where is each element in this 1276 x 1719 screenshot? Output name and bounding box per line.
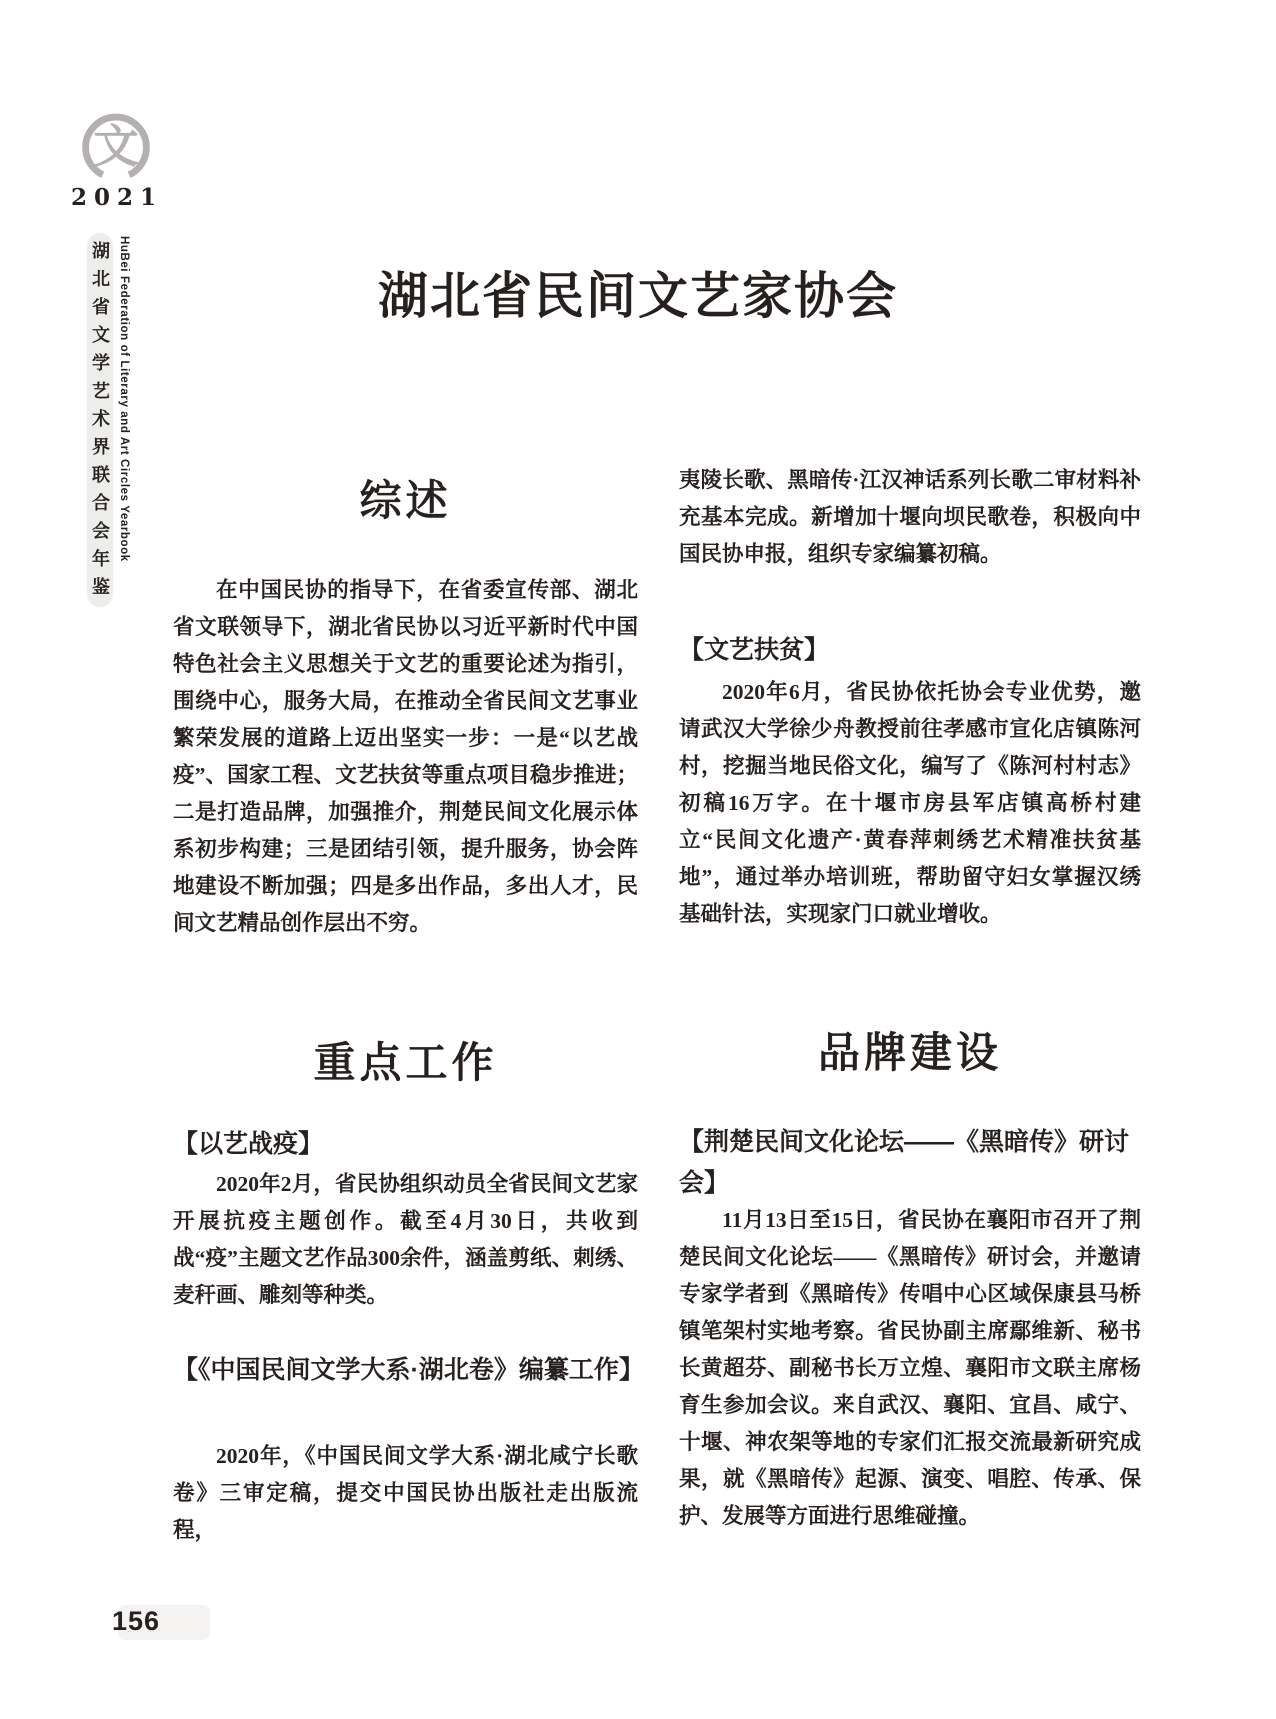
section-heading-brand-building: 品牌建设	[817, 1029, 1002, 1076]
subsection-heading-art-against-epidemic: 【以艺战疫】	[173, 1130, 324, 1158]
overview-paragraph: 在中国民协的指导下，在省委宣传部、湖北省文联领导下，湖北省民协以习近平新时代中国特色社会主义思想关于文艺的重要论述为指引，围绕中心，服务大局，在推动全省民间文艺事业繁荣发展的道路上迈出坚实一步：一是“以艺战疫”、国家工程、文艺扶贫等重点项目稳步推进；二是打造品牌，加强推介，荆楚民间文化展示体系初步构建；三是团结引领，提升服务，协会阵地建设不断加强；四是多出作品，多出人才，民间文艺精品创作层出不穷。	[173, 578, 638, 935]
section-heading-key-work: 重点工作	[313, 1039, 498, 1086]
folk-literature-compilation-paragraph: 2020年，《中国民间文学大系·湖北咸宁长歌卷》三审定稿，提交中国民协出版社走出版流程，	[173, 1444, 638, 1542]
jingchu-folk-culture-forum-paragraph: 11月13日至15日，省民协在襄阳市召开了荆楚民间文化论坛——《黑暗传》研讨会，并邀请专家学者到《黑暗传》传唱中心区域保康县马桥镇笔架村实地考察。省民协副主席鄢维新、秘书长黄超芬、副秘书长万立煌、襄阳市文联主席杨育生参加会议。来自武汉、襄阳、宜昌、咸宁、十堰、神农架等地的专家们汇报交流最新研究成果，就《黑暗传》起源、演变、唱腔、传承、保护、发展等方面进行思维碰撞。	[679, 1208, 1141, 1528]
subsection-heading-folk-literature-compilation: 【《中国民间文学大系·湖北卷》编纂工作】	[173, 1356, 644, 1384]
art-against-epidemic-paragraph: 2020年2月，省民协组织动员全省民间文艺家开展抗疫主题创作。截至4月30日，共收到战“疫”主题文艺作品300余件，涵盖剪纸、刺绣、麦秆画、雕刻等种类。	[173, 1172, 638, 1307]
page-number: 156	[112, 1606, 161, 1636]
sidebar-title-english: HuBei Federation of Literary and Art Circles Yearbook	[118, 236, 130, 562]
article-title: 湖北省民间文艺家协会	[378, 266, 898, 325]
art-poverty-alleviation-paragraph: 2020年6月，省民协依托协会专业优势，邀请武汉大学徐少舟教授前往孝感市宣化店镇陈河村，挖掘当地民俗文化，编写了《陈河村村志》初稿16万字。在十堰市房县军店镇高桥村建立“民间文化遗产·黄春萍刺绣艺术精准扶贫基地”，通过举办培训班，帮助留守妇女掌握汉绣基础针法，实现家门口就业增收。	[679, 680, 1141, 926]
federation-emblem-icon	[78, 110, 154, 188]
sidebar-title-chinese: 湖北省文学艺术界联合会年鉴	[87, 233, 113, 607]
subsection-heading-jingchu-folk-culture-forum: 【荆楚民间文化论坛——《黑暗传》研讨会】	[679, 1128, 1130, 1197]
year-label: 2021	[70, 184, 163, 211]
section-heading-overview: 综述	[359, 477, 452, 524]
subsection-heading-art-poverty-alleviation: 【文艺扶贫】	[679, 636, 830, 664]
folk-literature-compilation-paragraph-continued: 夷陵长歌、黑暗传·江汉神话系列长歌二审材料补充基本完成。新增加十堰向坝民歌卷，积极向中国民协申报，组织专家编纂初稿。	[679, 468, 1141, 566]
svg-text:文: 文	[93, 120, 139, 172]
